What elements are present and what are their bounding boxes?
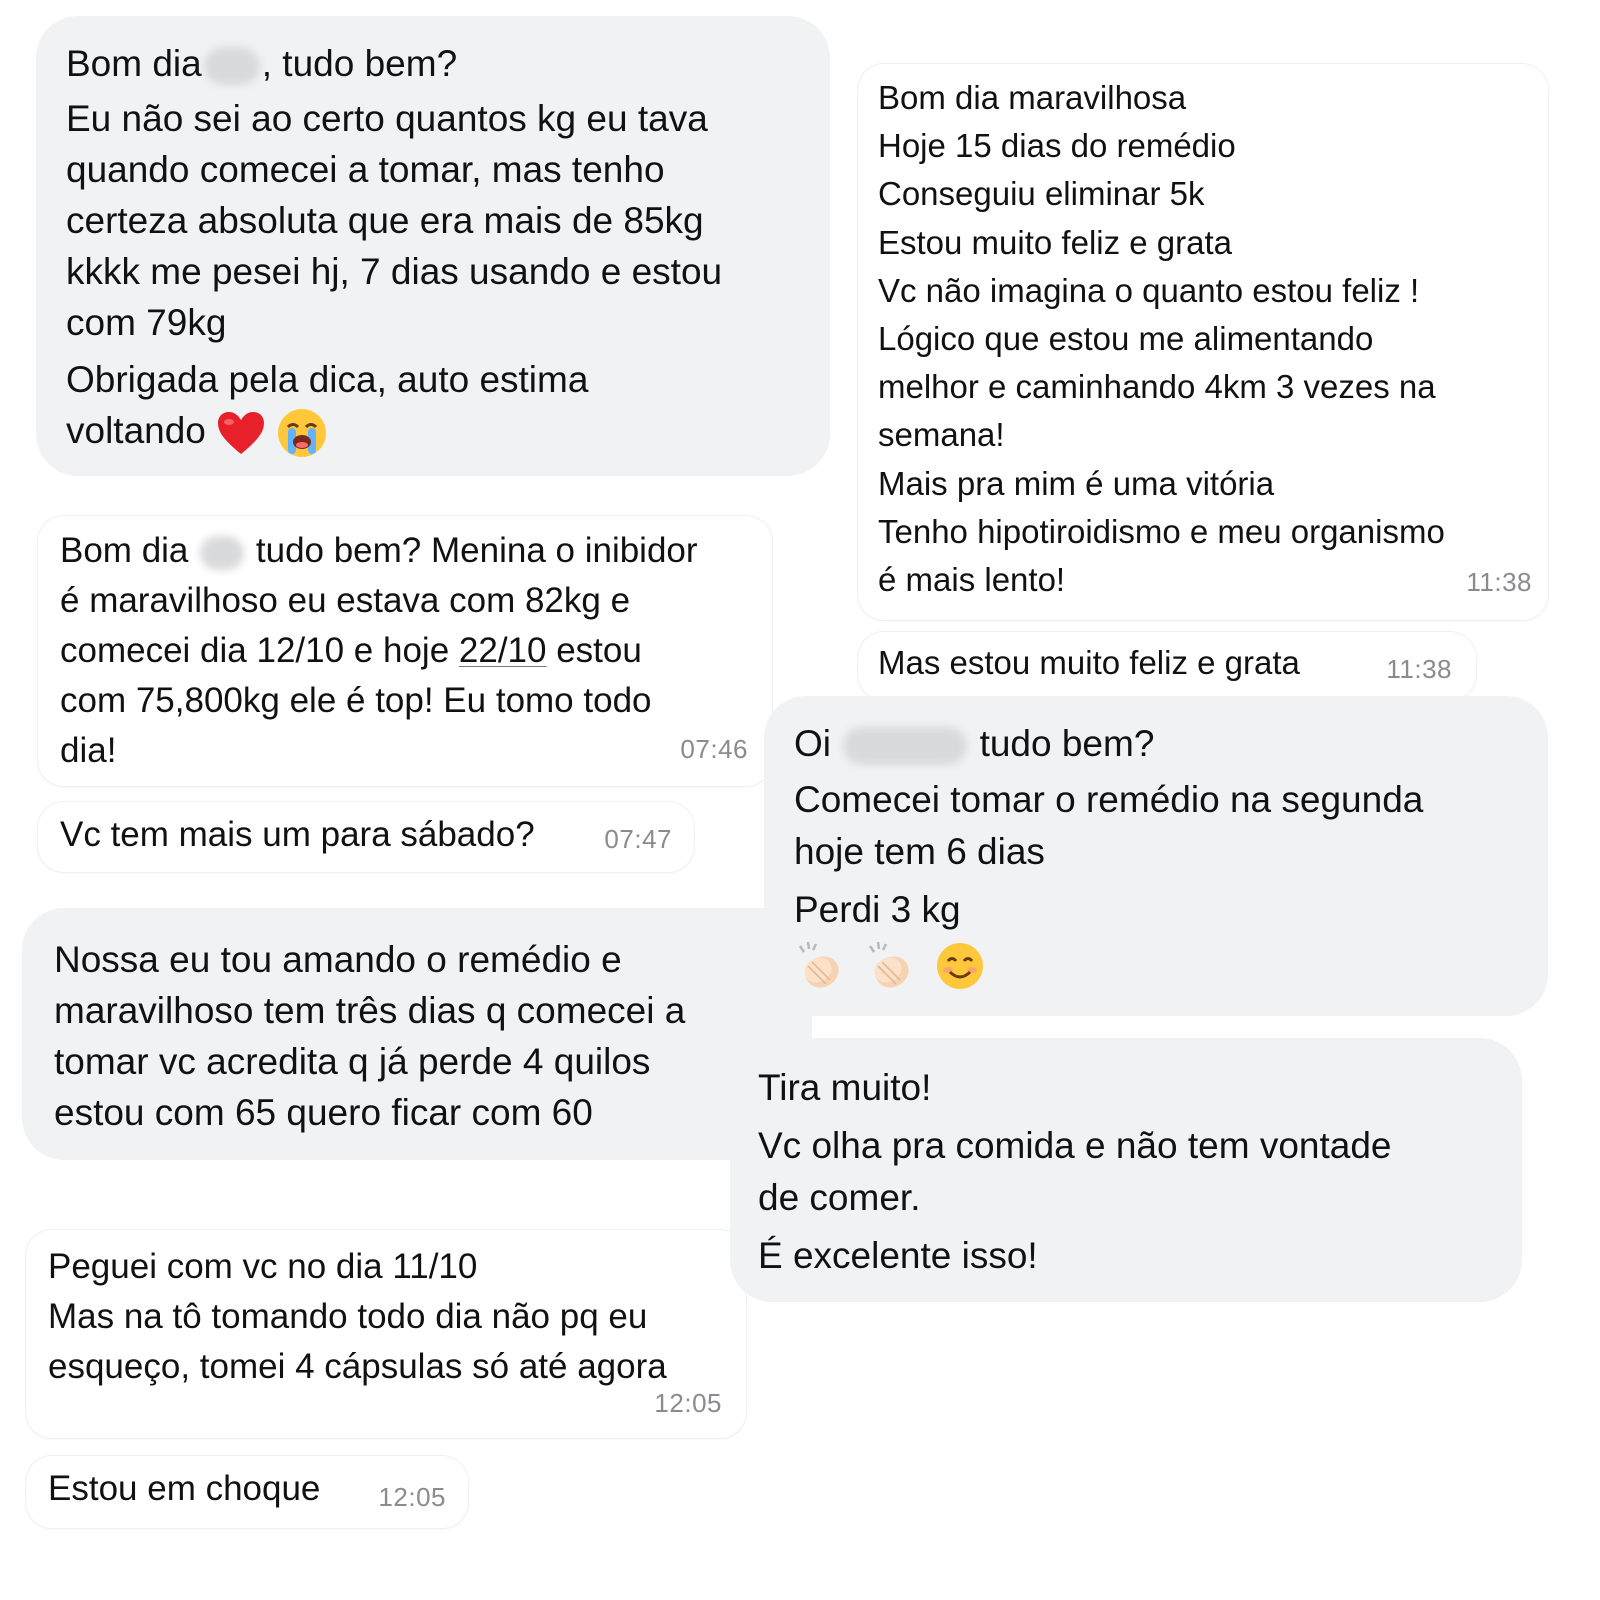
message-line: Tenho hipotiroidismo e meu organismo	[878, 512, 1445, 550]
message-line: Nossa eu tou amando o remédio e	[54, 939, 622, 980]
message-bubble	[38, 802, 694, 872]
message-text: Oi	[794, 723, 831, 764]
message-text: , tudo bem?	[261, 43, 458, 84]
message-text: Bom dia	[60, 531, 189, 570]
message-line: estou com 65 quero ficar com 60	[54, 1092, 593, 1133]
message-text: tudo bem?	[979, 723, 1155, 764]
message-line: tomar vc acredita q já perde 4 quilos	[54, 1041, 651, 1082]
message-timestamp: 12:05	[654, 1388, 722, 1418]
message-line: Estou em choque	[48, 1469, 321, 1508]
message-line: hoje tem 6 dias	[794, 831, 1045, 872]
message-line: com 79kg	[66, 302, 227, 343]
message-line: quando comecei a tomar, mas tenho	[66, 149, 665, 190]
message-bubble	[26, 1456, 468, 1528]
message-line	[794, 718, 1548, 770]
message-bubble	[38, 516, 772, 786]
message-line: Estou muito feliz e grata	[878, 223, 1233, 261]
message-line: dia!	[60, 731, 117, 770]
message-line: Perdi 3 kg	[794, 889, 961, 930]
emoji-row	[794, 938, 1548, 992]
message-timestamp: 07:47	[604, 824, 672, 854]
message-timestamp: 11:38	[1386, 654, 1452, 684]
message-line: Tira muito!	[758, 1067, 932, 1108]
message-text: voltando	[66, 410, 206, 451]
message-line	[66, 405, 830, 459]
blurred-name	[200, 536, 244, 570]
message-line: maravilhoso tem três dias q comecei a	[54, 990, 686, 1031]
message-line: Comecei tomar o remédio na segunda	[794, 779, 1424, 820]
message-bubble	[764, 696, 1548, 1016]
message-line: Lógico que estou me alimentando	[878, 320, 1374, 358]
message-line: é mais lento!	[878, 561, 1066, 599]
message-line: é maravilhoso eu estava com 82kg e	[60, 581, 631, 620]
message-line: Mais pra mim é uma vitória	[878, 464, 1275, 502]
message-bubble	[36, 16, 830, 476]
message-line	[60, 526, 772, 576]
message-line: Hoje 15 dias do remédio	[878, 127, 1236, 165]
clapping-hands-icon	[864, 940, 916, 992]
message-line: É excelente isso!	[758, 1235, 1038, 1276]
message-line: Mas na tô tomando todo dia não pq eu	[48, 1297, 648, 1336]
message-timestamp: 12:05	[378, 1482, 446, 1512]
red-heart-icon	[216, 410, 266, 456]
message-bubble	[26, 1230, 746, 1438]
message-line: melhor e caminhando 4km 3 vezes na	[878, 368, 1436, 406]
message-timestamp: 11:38	[1466, 566, 1532, 597]
blurred-name	[204, 47, 260, 85]
message-text: estou	[546, 631, 642, 670]
message-line: Eu não sei ao certo quantos kg eu tava	[66, 98, 708, 139]
clapping-hands-icon	[794, 940, 846, 992]
message-line: Conseguiu eliminar 5k	[878, 175, 1205, 213]
smiling-face-icon	[935, 941, 985, 991]
message-line: com 75,800kg ele é top! Eu tomo todo	[60, 681, 652, 720]
message-line	[66, 38, 830, 89]
message-line: Vc tem mais um para sábado?	[60, 815, 535, 854]
message-line: esqueço, tomei 4 cápsulas só até agora	[48, 1347, 667, 1386]
message-line: certeza absoluta que era mais de 85kg	[66, 200, 704, 241]
message-line: de comer.	[758, 1177, 921, 1218]
message-line: Mas estou muito feliz e grata	[878, 644, 1300, 681]
message-line: kkkk me pesei hj, 7 dias usando e estou	[66, 251, 723, 292]
message-line: Bom dia maravilhosa	[878, 79, 1187, 116]
message-text: tudo bem? Menina o inibidor	[255, 531, 698, 570]
date-link[interactable]: 22/10	[458, 631, 547, 670]
message-line: Obrigada pela dica, auto estima	[66, 359, 589, 400]
message-bubble	[858, 64, 1548, 620]
message-bubble	[730, 1038, 1522, 1302]
message-text: comecei dia 12/10 e hoje	[60, 631, 459, 670]
message-bubble	[22, 908, 812, 1160]
message-timestamp: 07:46	[680, 734, 748, 764]
message-line: semana!	[878, 416, 1005, 454]
blurred-name	[843, 727, 967, 765]
message-line	[60, 626, 772, 676]
loudly-crying-face-icon	[276, 407, 328, 459]
message-bubble	[858, 632, 1476, 700]
message-text: Bom dia	[66, 43, 202, 84]
message-line: Vc olha pra comida e não tem vontade	[758, 1125, 1392, 1166]
message-line: Vc não imagina o quanto estou feliz !	[878, 271, 1420, 309]
message-line: Peguei com vc no dia 11/10	[48, 1247, 478, 1286]
